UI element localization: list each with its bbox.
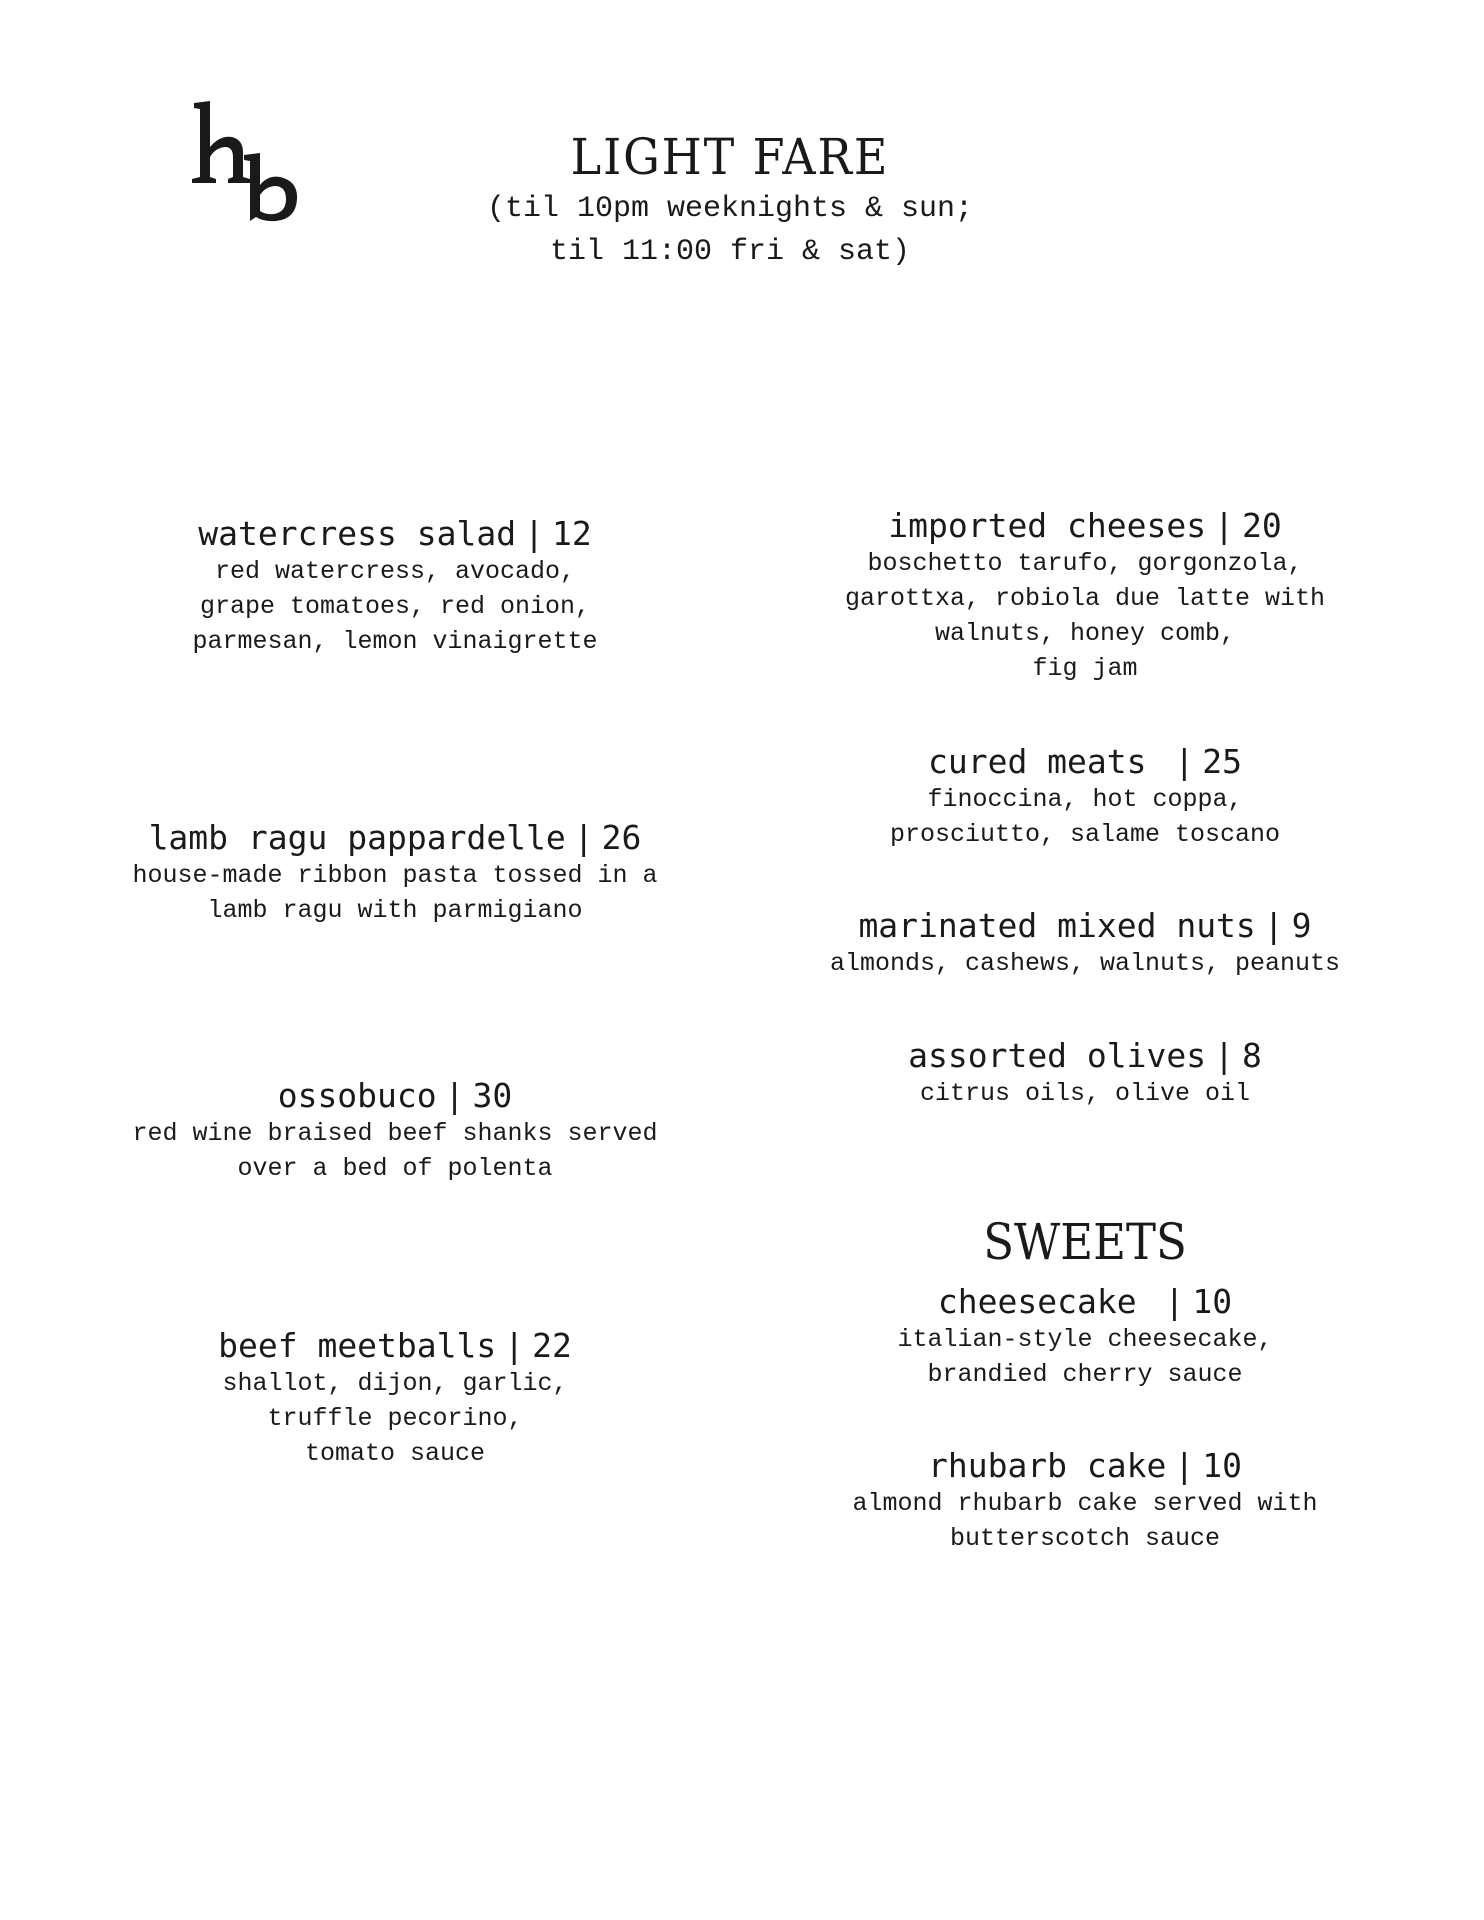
description-line: prosciutto, salame toscano bbox=[889, 820, 1281, 849]
description-line: walnuts, honey comb, bbox=[934, 619, 1236, 648]
menu-item-price: 22 bbox=[532, 1326, 572, 1365]
menu-item-name: ossobuco bbox=[277, 1076, 437, 1115]
menu-item-price: 20 bbox=[1242, 506, 1282, 545]
menu-item-marinated-mixed-nuts bbox=[800, 906, 1370, 981]
menu-item-description bbox=[800, 1076, 1370, 1111]
description-line: house-made ribbon pasta tossed in a bbox=[132, 861, 658, 890]
menu-item-heading bbox=[115, 818, 675, 858]
description-line: finoccina, hot coppa, bbox=[927, 785, 1243, 814]
menu-item-price: 10 bbox=[1192, 1282, 1233, 1321]
price-separator: | bbox=[524, 514, 544, 553]
menu-item-rhubarb-cake bbox=[800, 1446, 1370, 1556]
price-separator: | bbox=[1174, 1446, 1195, 1485]
menu-item-heading bbox=[800, 506, 1370, 546]
hours-line-2: til 11:00 fri & sat) bbox=[549, 235, 911, 269]
hb-logo-mark bbox=[180, 95, 310, 225]
hours-note bbox=[380, 188, 1080, 274]
menu-item-watercress-salad bbox=[115, 514, 675, 659]
menu-item-price: 26 bbox=[601, 818, 642, 857]
menu-item-name: rhubarb cake bbox=[927, 1446, 1167, 1485]
menu-item-price: 30 bbox=[472, 1076, 513, 1115]
menu-item-name: imported cheeses bbox=[888, 506, 1207, 545]
menu-item-heading bbox=[800, 1282, 1370, 1322]
menu-item-name: cured meats bbox=[927, 742, 1167, 781]
menu-item-imported-cheeses bbox=[800, 506, 1370, 686]
price-separator: | bbox=[1174, 742, 1195, 781]
menu-item-heading bbox=[115, 1076, 675, 1116]
hb-logo bbox=[180, 95, 310, 225]
menu-item-lamb-ragu-pappardelle bbox=[115, 818, 675, 928]
menu-item-name: watercress salad bbox=[198, 514, 517, 553]
menu-item-name: cheesecake bbox=[937, 1282, 1157, 1321]
hours-line-1: (til 10pm weeknights & sun; bbox=[486, 192, 974, 226]
menu-item-description bbox=[115, 554, 675, 659]
menu-item-name: beef meetballs bbox=[218, 1326, 497, 1365]
description-line: almond rhubarb cake served with bbox=[852, 1489, 1318, 1518]
price-separator: | bbox=[504, 1326, 525, 1365]
description-line: italian-style cheesecake, bbox=[897, 1325, 1273, 1354]
menu-item-description bbox=[800, 946, 1370, 981]
description-line: red wine braised beef shanks served bbox=[132, 1119, 658, 1148]
description-line: shallot, dijon, garlic, bbox=[222, 1369, 568, 1398]
description-line: lamb ragu with parmigiano bbox=[207, 896, 583, 925]
menu-item-description bbox=[115, 1116, 675, 1186]
description-line: fig jam bbox=[1032, 654, 1138, 683]
menu-item-name: assorted olives bbox=[908, 1036, 1207, 1075]
description-line: butterscotch sauce bbox=[949, 1524, 1221, 1553]
menu-item-description bbox=[800, 782, 1370, 852]
description-line: citrus oils, olive oil bbox=[919, 1079, 1251, 1108]
description-line: tomato sauce bbox=[304, 1439, 486, 1468]
description-line: boschetto tarufo, gorgonzola, bbox=[867, 549, 1303, 578]
description-line: truffle pecorino, bbox=[267, 1404, 523, 1433]
menu-item-price: 12 bbox=[552, 514, 592, 553]
description-line: over a bed of polenta bbox=[237, 1154, 553, 1183]
menu-item-description bbox=[800, 1322, 1370, 1392]
menu-header bbox=[380, 128, 1080, 274]
menu-item-beef-meetballs bbox=[115, 1326, 675, 1471]
price-separator: | bbox=[1164, 1282, 1185, 1321]
menu-item-heading bbox=[800, 742, 1370, 782]
description-line: parmesan, lemon vinaigrette bbox=[192, 627, 598, 656]
description-line: garottxa, robiola due latte with bbox=[844, 584, 1326, 613]
menu-item-description bbox=[800, 1486, 1370, 1556]
menu-item-heading bbox=[115, 514, 675, 554]
menu-item-heading bbox=[115, 1326, 675, 1366]
price-separator: | bbox=[1263, 906, 1284, 945]
price-separator: | bbox=[444, 1076, 465, 1115]
menu-item-cheesecake bbox=[800, 1282, 1370, 1392]
menu-item-price: 10 bbox=[1202, 1446, 1243, 1485]
menu-item-ossobuco bbox=[115, 1076, 675, 1186]
description-line: almonds, cashews, walnuts, peanuts bbox=[829, 949, 1341, 978]
menu-item-assorted-olives bbox=[800, 1036, 1370, 1111]
description-line: red watercress, avocado, bbox=[214, 557, 576, 586]
description-line: brandied cherry sauce bbox=[927, 1360, 1243, 1389]
menu-item-cured-meats bbox=[800, 742, 1370, 852]
menu-item-description bbox=[115, 858, 675, 928]
menu-item-description bbox=[115, 1366, 675, 1471]
price-separator: | bbox=[1214, 506, 1234, 545]
menu-item-description bbox=[800, 546, 1370, 686]
menu-item-heading bbox=[800, 906, 1370, 946]
description-line: grape tomatoes, red onion, bbox=[199, 592, 591, 621]
price-separator: | bbox=[573, 818, 594, 857]
menu-item-heading bbox=[800, 1036, 1370, 1076]
menu-item-price: 25 bbox=[1202, 742, 1243, 781]
page-title: LIGHT FARE bbox=[570, 128, 890, 186]
menu-item-price: 8 bbox=[1242, 1036, 1262, 1075]
menu-item-name: lamb ragu pappardelle bbox=[148, 818, 566, 857]
menu-item-heading bbox=[800, 1446, 1370, 1486]
price-separator: | bbox=[1214, 1036, 1234, 1075]
sweets-heading: SWEETS bbox=[983, 1213, 1187, 1271]
menu-item-name: marinated mixed nuts bbox=[858, 906, 1256, 945]
menu-item-price: 9 bbox=[1291, 906, 1312, 945]
